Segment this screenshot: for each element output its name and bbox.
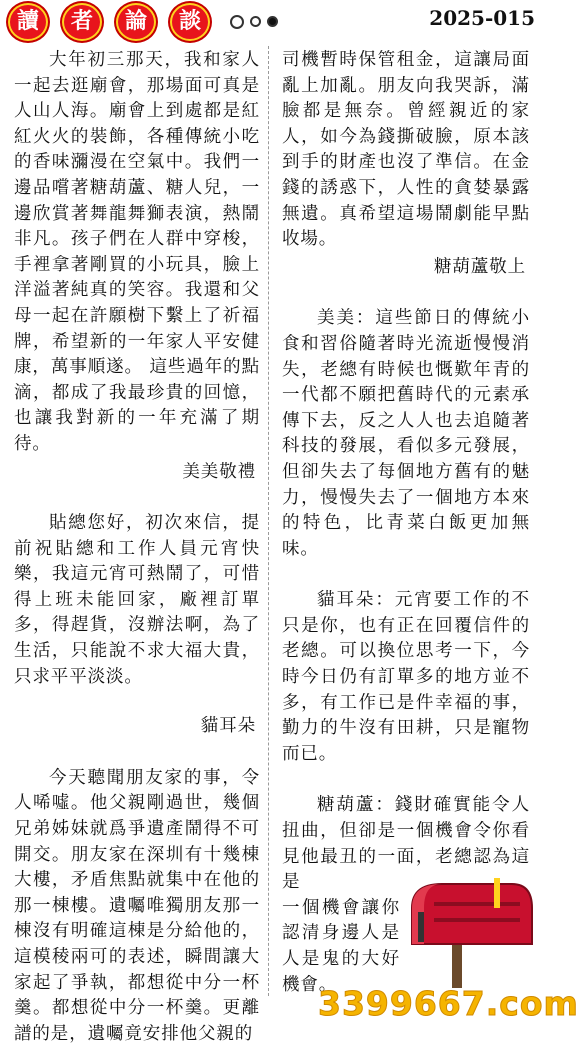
editor-reply: 一個機會讓你認清身邊人是人是鬼的大好機會。 xyxy=(282,897,400,995)
column-divider xyxy=(268,46,270,996)
title-badge-2: 者 xyxy=(62,3,102,41)
letter-text: 貼總您好，初次來信，提前祝貼總和工作人員元宵快樂，我這元宵可熱鬧了，可惜得上班未能回家，廠裡訂單多，得趕貨，沒辦法啊，為了生活，只能說不求大福大貴，只求平平淡淡。 xyxy=(14,513,260,687)
editor-reply: 糖葫蘆：錢財確實能令人扭曲，但卻是一個機會令你看見他最丑的一面，老總認為這是 xyxy=(282,795,530,893)
left-column xyxy=(14,48,260,1047)
letter-text: 大年初三那天，我和家人一起去逛廟會，那場面可真是人山人海。廟會上到處都是紅紅火火的裝飾，各種傳統小吃的香味瀰漫在空氣中。我們一邊品嚐著糖葫蘆、糖人兒，一邊欣賞著舞龍舞獅表演，熱鬧非凡。孩子們在人群中穿梭，手裡拿著剛買的小玩具，臉上洋溢著純真的笑容。我還和父母一起在許願樹下繫上了祈福牌，希望新的一年家人平安健康，萬事順遂。 這些過年的點滴，都成了我最珍貴的回憶，也讓我對新的一年充滿了期待。 xyxy=(14,50,260,454)
letter-signature: 貓耳朵 xyxy=(200,716,256,737)
title-badge-1: 讀 xyxy=(8,3,48,41)
editor-reply: 貓耳朵：元宵要工作的不只是你，也有正在回覆信件的老總。可以換位思考一下，今時今日仍有訂單多的地方並不多，有工作已是件幸福的事，勤力的牛沒有田耕，只是寵物而已。 xyxy=(282,590,530,764)
letter-text: 司機暫時保管租金，這讓局面亂上加亂。朋友向我哭訴，滿臉都是無奈。曾經親近的家人，如今為錢撕破臉，原本該到手的財產也沒了準信。在金錢的誘惑下，人性的貪婪暴露無遺。真希望這場鬧劇能早點收場。 xyxy=(282,50,530,250)
circle-icon xyxy=(230,15,244,29)
filled-circle-icon xyxy=(267,16,278,27)
mailbox-icon xyxy=(394,878,536,988)
issue-number: 2025-015 xyxy=(429,6,535,30)
title-badge-3: 論 xyxy=(116,3,156,41)
letter-signature: 美美敬禮 xyxy=(182,461,256,482)
watermark-text: 3399667.com xyxy=(318,984,579,1023)
letter-signature: 糖葫蘆敬上 xyxy=(434,256,526,277)
letter-text: 今天聽聞朋友家的事，令人唏噓。他父親剛過世，幾個兄弟姊妹就爲爭遺產鬧得不可開交。朋友家在深圳有十幾棟大樓，矛盾焦點就集中在他的那一棟樓。遺囑唯獨朋友那一棟沒有明確這棟是分給他的，這模稜兩可的表述，瞬間讓大家起了爭執，都想從中分一杯羹。都想從中分一杯羹。更離譜的是，遺囑竟安排他父親的 xyxy=(14,767,260,1044)
editor-reply: 美美：這些節日的傳統小食和習俗隨著時光流逝慢慢消失，老總有時候也慨歎年青的一代都不願把舊時代的元素承傳下去，反之人人也去追隨著科技的發展，看似多元發展，但卻失去了每個地方舊有的魅力，慢慢失去了一個地方本來的特色，比青菜白飯更加無味。 xyxy=(282,308,530,559)
title-badge-4: 談 xyxy=(170,3,210,41)
decorative-dots xyxy=(230,11,284,27)
circle-icon xyxy=(250,16,261,27)
right-column xyxy=(282,48,530,998)
column-header xyxy=(0,0,545,40)
